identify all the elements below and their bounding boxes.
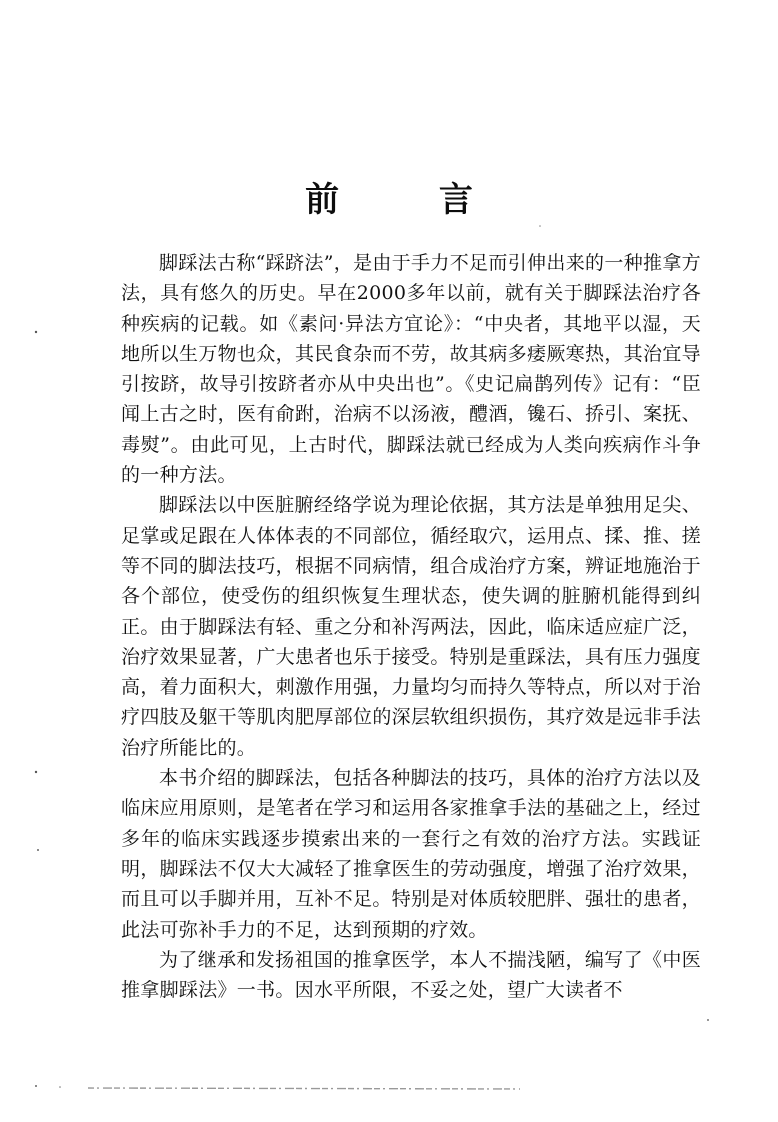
- paragraph-4: 为了继承和发扬祖国的推拿医学，本人不揣浅陋，编写了《中医推拿脚踩法》一书。因水平所限，不妥之处，望广大读者不: [121, 948, 701, 1002]
- paragraph-2: 脚踩法以中医脏腑经络学说为理论依据，其方法是单独用足尖、足掌或足跟在人体体表的不同部位，循经取穴，运用点、揉、推、搓等不同的脚法技巧，根据不同病情，组合成治疗方案，辨证地施治于各个部位，使受伤的组织恢复生理状态，使失调的脏腑机能得到纠正。由于脚踩法有轻、重之分和补泻两法，因此，临床适应症广泛，治疗效果显著，广大患者也乐于接受。特别是重踩法，具有压力强度高，着力面积大，刺激作用强，力量均匀而持久等特点，所以对于治疗四肢及躯干等肌肉肥厚部位的深层软组织损伤，其疗效是远非手法治疗所能比的。: [121, 494, 701, 759]
- paragraph-3: 本书介绍的脚踩法，包括各种脚法的技巧，具体的治疗方法以及临床应用原则，是笔者在学习和运用各家推拿手法的基础之上，经过多年的临床实践逐步摸索出来的一套行之有效的治疗方法。实践证明，脚踩法不仅大大减轻了推拿医生的劳动强度，增强了治疗效果，而且可以手脚并用，互补不足。特别是对体质较肥胖、强壮的患者，此法可弥补手力的不足，达到预期的疗效。: [121, 767, 701, 941]
- paragraph-1: 脚踩法古称“踩跻法”，是由于手力不足而引伸出来的一种推拿方法，具有悠久的历史。早在2000多年以前，就有关于脚踩法治疗各种疾病的记载。如《素问·异法方宜论》：“中央者，其地平以湿，天地所以生万物也众，其民食杂而不劳，故其病多痿厥寒热，其治宜导引按跻，故导引按跻者亦从中央出也”。《史记扁鹊列传》记有：“臣闻上古之时，医有俞跗，治病不以汤液，醴酒，镵石、挢引、案抚、毒熨”。由此可见，上古时代，脚踩法就已经成为人类向疾病作斗争的一种方法。: [121, 252, 701, 487]
- body-text: [121, 248, 701, 1005]
- page-title: 前 言: [305, 180, 517, 220]
